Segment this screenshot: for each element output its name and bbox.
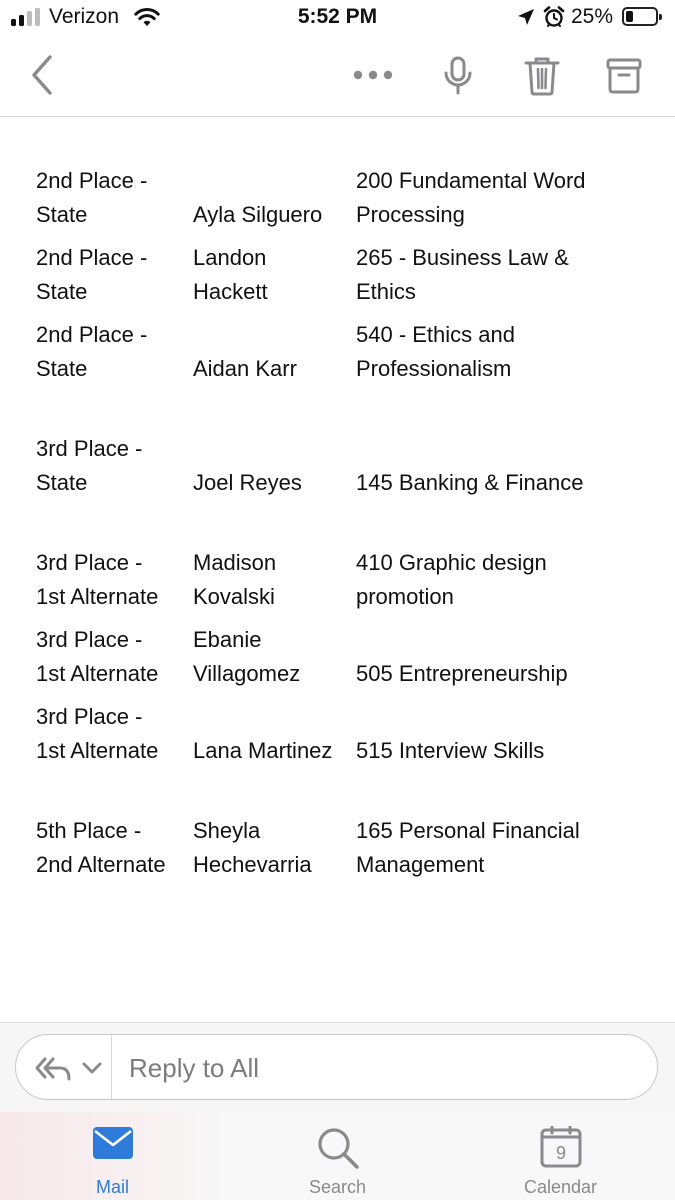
place-cell: 3rd Place - 1st Alternate [36, 550, 159, 609]
place-cell: 2nd Place - State [36, 168, 148, 227]
table-row [36, 623, 616, 700]
tab-search-label: Search [308, 1177, 367, 1197]
place-cell: 2nd Place - State [36, 245, 148, 304]
battery-icon [622, 7, 658, 26]
tab-mail-label: Mail [95, 1177, 129, 1197]
table-row [36, 241, 616, 318]
name-cell: Lana Martinez [193, 738, 333, 763]
name-cell: Ayla Silguero [193, 202, 323, 227]
calendar-day: 9 [555, 1143, 566, 1163]
tab-calendar-label: Calendar [523, 1177, 598, 1197]
table-row [36, 700, 616, 777]
name-cell: Ebanie Villagomez [193, 627, 301, 686]
tab-bar [0, 1112, 675, 1200]
tab-mail[interactable] [0, 1112, 225, 1200]
table-row [36, 164, 616, 241]
table-row [36, 546, 616, 623]
chevron-down-icon [82, 1061, 102, 1080]
tab-search[interactable] [225, 1112, 450, 1200]
place-cell: 5th Place - 2nd Alternate [36, 818, 166, 877]
table-row [36, 318, 616, 395]
message-body [0, 117, 675, 1022]
status-time: 5:52 PM [297, 5, 378, 28]
name-cell: Joel Reyes [193, 470, 302, 495]
archive-icon[interactable] [606, 58, 642, 99]
name-cell: Sheyla Hechevarria [193, 818, 312, 877]
mail-icon [0, 1126, 225, 1165]
event-cell: 200 Fundamental Word Processing [356, 168, 586, 227]
table-row [36, 814, 616, 891]
event-cell: 145 Banking & Finance [356, 470, 584, 495]
row-spacer [36, 395, 616, 432]
status-bar [0, 0, 675, 38]
reply-all-icon [34, 1056, 72, 1087]
chevron-left-icon[interactable] [28, 54, 56, 101]
event-cell: 515 Interview Skills [356, 738, 545, 763]
row-spacer [36, 509, 616, 546]
row-spacer [36, 777, 616, 814]
reply-options-button[interactable] [16, 1035, 112, 1099]
event-cell: 265 - Business Law & Ethics [356, 245, 569, 304]
alarm-clock-icon [543, 6, 565, 33]
event-cell: 410 Graphic design promotion [356, 550, 547, 609]
place-cell: 3rd Place - 1st Alternate [36, 704, 159, 763]
reply-bar [0, 1022, 675, 1113]
event-cell: 540 - Ethics and Professionalism [356, 322, 515, 381]
message-toolbar [0, 38, 675, 117]
event-cell: 165 Personal Financial Management [356, 818, 580, 877]
reply-field[interactable] [15, 1034, 658, 1100]
place-cell: 2nd Place - State [36, 322, 148, 381]
table-row [36, 432, 616, 509]
battery-percent: 25% [571, 5, 614, 28]
name-cell: Aidan Karr [193, 356, 297, 381]
reply-input[interactable]: Reply to All [129, 1053, 260, 1083]
carrier-name: Verizon [49, 5, 120, 28]
tab-calendar[interactable] [448, 1112, 673, 1200]
trash-icon[interactable] [524, 56, 560, 101]
event-cell: 505 Entrepreneurship [356, 661, 568, 686]
search-icon [225, 1126, 450, 1175]
location-arrow-icon [517, 8, 535, 31]
place-cell: 3rd Place - State [36, 436, 143, 495]
name-cell: Madison Kovalski [193, 550, 277, 609]
more-icon[interactable] [352, 68, 394, 86]
place-cell: 3rd Place - 1st Alternate [36, 627, 159, 686]
calendar-icon [448, 1126, 673, 1173]
name-cell: Landon Hackett [193, 245, 268, 304]
microphone-icon[interactable] [443, 56, 473, 101]
results-table [36, 164, 616, 891]
